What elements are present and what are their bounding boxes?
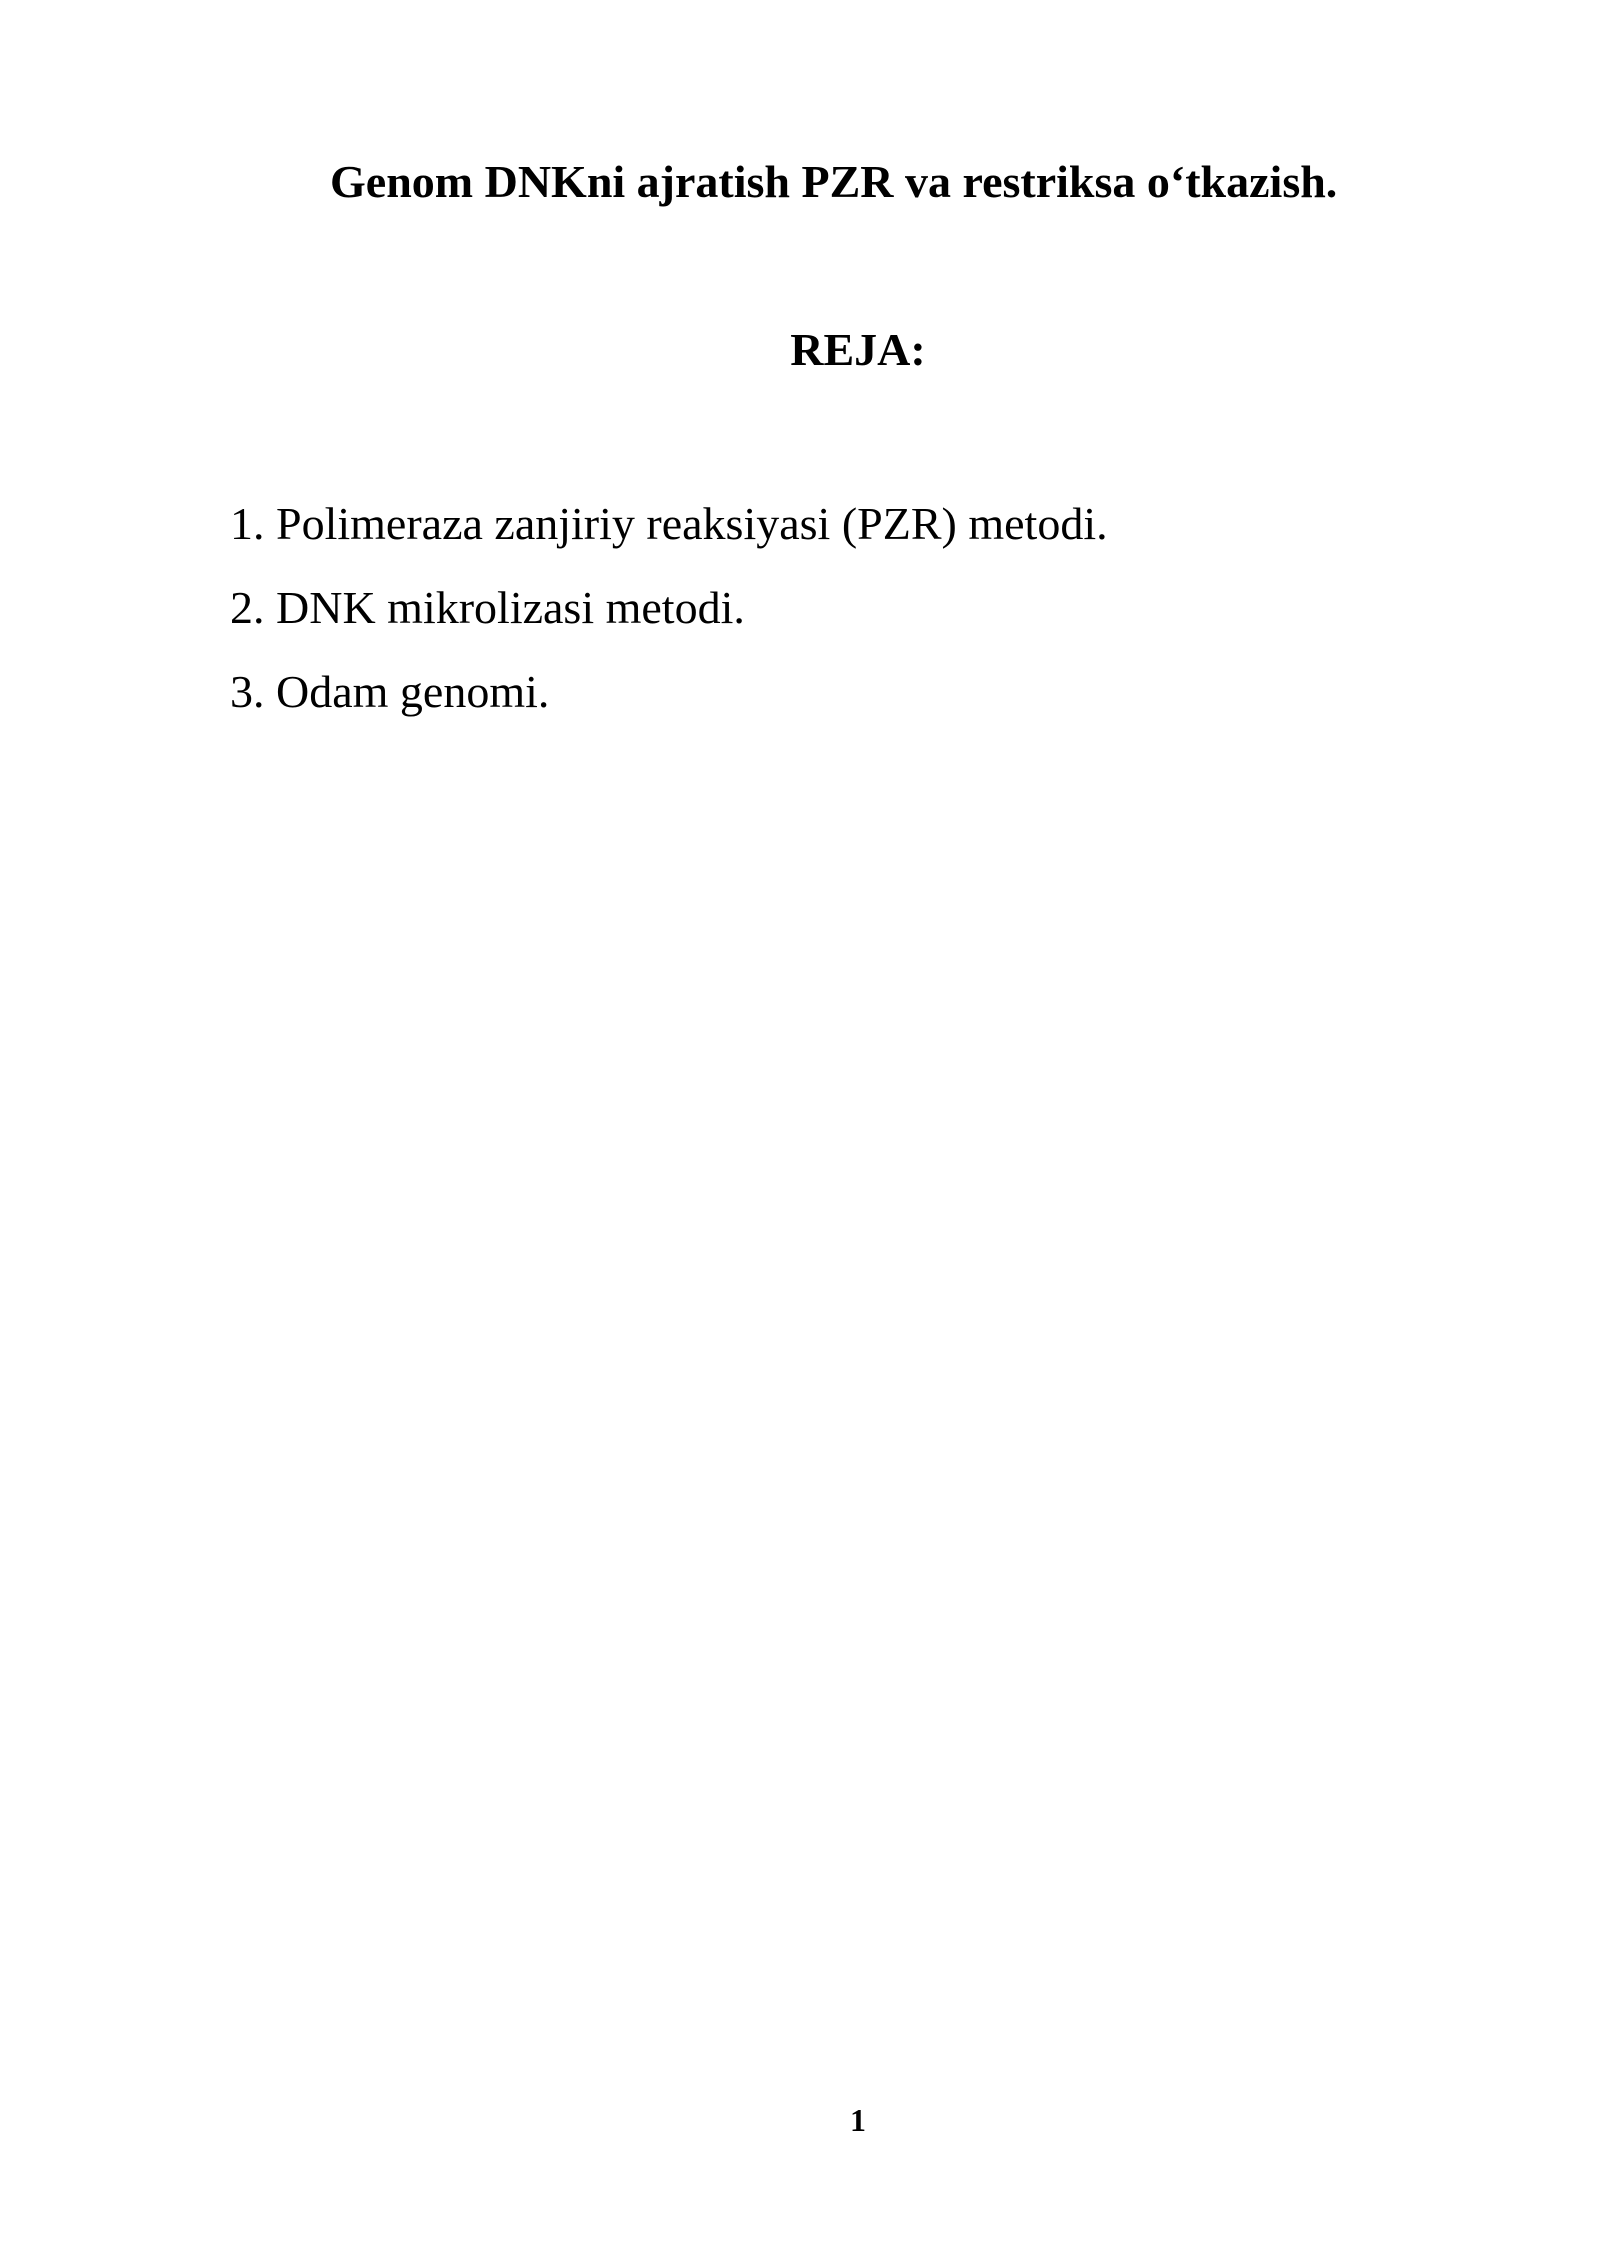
plan-heading: REJA: [790,324,926,375]
document-title: Genom DNKni ajratish PZR va restriksa o‘tkazish. [330,156,1338,207]
plan-item-3: 3. Odam genomi. [230,666,550,717]
page-number: 1 [850,2102,866,2138]
plan-list [230,482,1108,734]
plan-item-1: 1. Polimeraza zanjiriy reaksiyasi (PZR) metodi. [230,498,1108,549]
plan-item-2: 2. DNK mikrolizasi metodi. [230,582,745,633]
